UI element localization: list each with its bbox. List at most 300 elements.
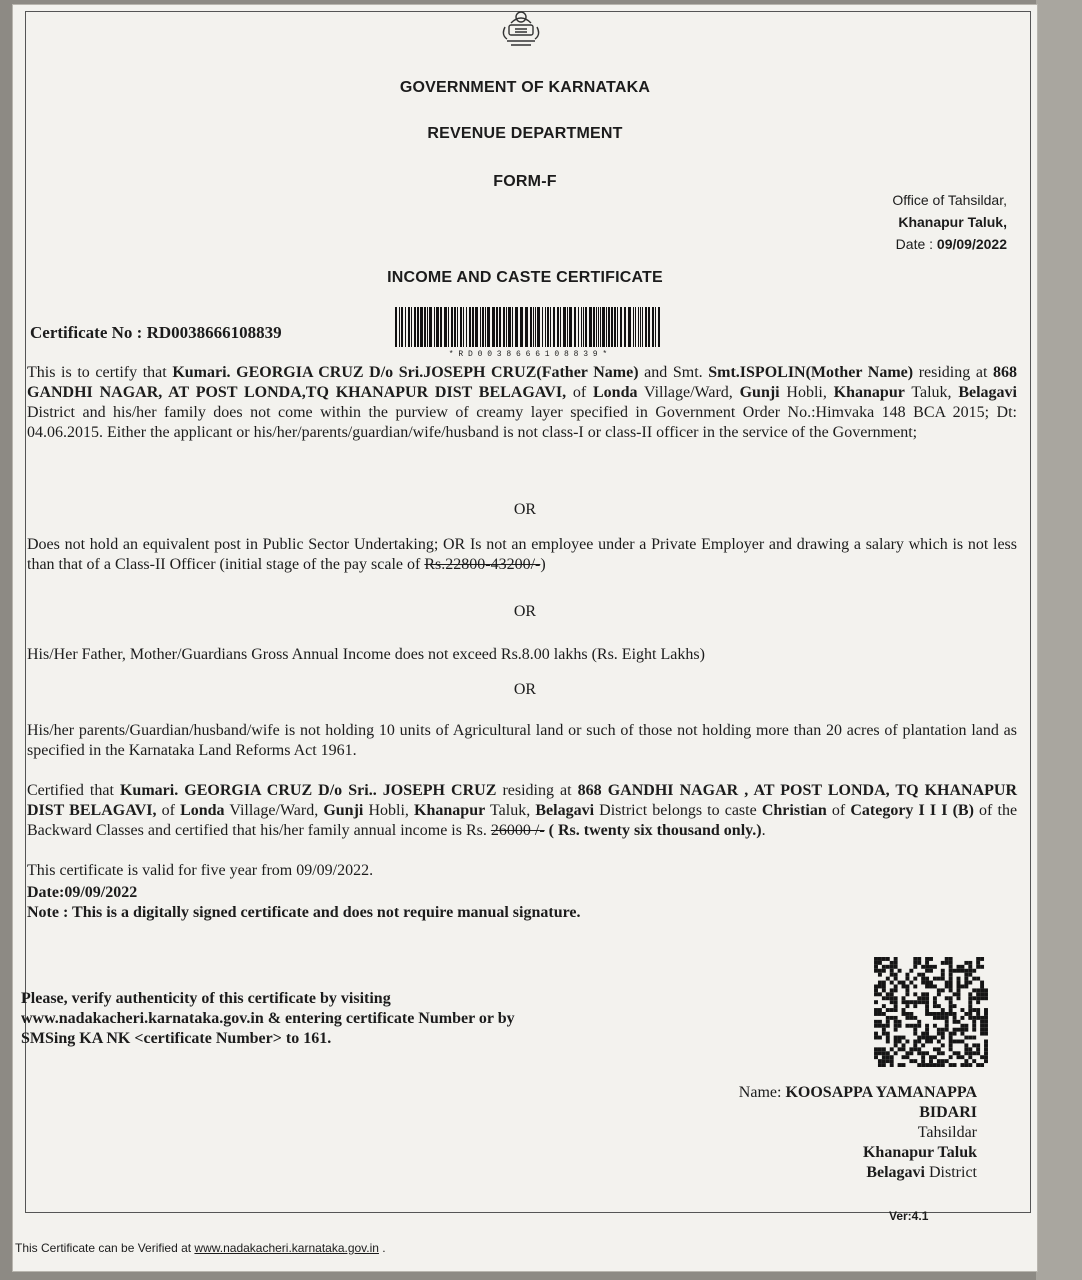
qr-cell bbox=[917, 973, 921, 977]
qr-cell bbox=[874, 988, 878, 992]
qr-cell bbox=[953, 1063, 957, 1067]
barcode-bar bbox=[600, 307, 601, 347]
barcode-bar bbox=[542, 307, 543, 347]
barcode-bar bbox=[550, 307, 551, 347]
qr-cell bbox=[968, 1063, 972, 1067]
qr-cell bbox=[968, 1055, 972, 1059]
qr-cell bbox=[878, 981, 882, 985]
qr-cell bbox=[913, 1047, 917, 1051]
office-block bbox=[879, 189, 1007, 255]
qr-cell bbox=[890, 992, 894, 996]
qr-cell bbox=[960, 965, 964, 969]
qr-cell bbox=[933, 965, 937, 969]
qr-cell bbox=[964, 969, 968, 973]
barcode-bar bbox=[557, 307, 559, 347]
qr-cell bbox=[953, 1016, 957, 1020]
barcode-bar bbox=[608, 307, 610, 347]
qr-cell bbox=[882, 981, 886, 985]
office-line-2: Khanapur Taluk, bbox=[898, 214, 1007, 230]
qr-cell bbox=[886, 1055, 890, 1059]
barcode-bar bbox=[640, 307, 641, 347]
qr-cell bbox=[949, 1012, 953, 1016]
barcode-bar bbox=[593, 307, 595, 347]
barcode-bar bbox=[560, 307, 561, 347]
qr-cell bbox=[949, 965, 953, 969]
qr-cell bbox=[945, 1016, 949, 1020]
barcode-bar bbox=[482, 307, 484, 347]
qr-cell bbox=[941, 1008, 945, 1012]
barcode-bar bbox=[633, 307, 634, 347]
qr-cell bbox=[949, 1040, 953, 1044]
qr-cell bbox=[941, 1016, 945, 1020]
barcode-bar bbox=[417, 307, 419, 347]
barcode-bar bbox=[611, 307, 613, 347]
qr-cell bbox=[968, 961, 972, 965]
qr-cell bbox=[902, 1000, 906, 1004]
qr-cell bbox=[972, 1008, 976, 1012]
certificate-page bbox=[12, 4, 1038, 1272]
qr-cell bbox=[890, 981, 894, 985]
qr-cell bbox=[929, 1063, 933, 1067]
qr-cell bbox=[913, 992, 917, 996]
or-separator-1: OR bbox=[513, 501, 537, 518]
qr-cell bbox=[960, 1063, 964, 1067]
qr-cell bbox=[941, 988, 945, 992]
qr-cell bbox=[960, 969, 964, 973]
qr-cell bbox=[972, 1016, 976, 1020]
barcode-bar bbox=[583, 307, 584, 347]
qr-cell bbox=[957, 985, 961, 989]
qr-cell bbox=[984, 1028, 988, 1032]
qr-cell bbox=[937, 988, 941, 992]
qr-cell bbox=[925, 1008, 929, 1012]
qr-cell bbox=[874, 969, 878, 973]
or-separator-2: OR bbox=[513, 603, 537, 620]
qr-cell bbox=[929, 969, 933, 973]
qr-cell bbox=[898, 981, 902, 985]
qr-cell bbox=[894, 988, 898, 992]
qr-cell bbox=[878, 1012, 882, 1016]
barcode-bar bbox=[395, 307, 397, 347]
qr-cell bbox=[917, 1040, 921, 1044]
qr-cell bbox=[949, 1032, 953, 1036]
qr-cell bbox=[949, 1063, 953, 1067]
qr-cell bbox=[964, 1051, 968, 1055]
qr-cell bbox=[909, 1012, 913, 1016]
qr-cell bbox=[976, 957, 980, 961]
qr-cell bbox=[921, 981, 925, 985]
qr-cell bbox=[925, 1051, 929, 1055]
qr-cell bbox=[964, 1063, 968, 1067]
qr-cell bbox=[913, 1032, 917, 1036]
qr-cell bbox=[882, 996, 886, 1000]
paragraph-creamy-layer: This is to certify that Kumari. GEORGIA CRUZ D/o Sri.JOSEPH CRUZ(Father Name) and Smt. Smt.ISPOLIN(Mother Name) residing at 868 GANDHI NAGAR, AT POST LONDA,TQ KHANAPUR DIST BELAGAVI, of Londa Village/Ward, Gunji Hobli, Khanapur Taluk, Belagavi District and his/her family does not come within the purview of creamy layer specified in Government Order No.:Himvaka 148 BCA 2015; Dt: 04.06.2015. Either the applicant or his/her/parents/guardian/wife/husband is not class-I or class-II officer in the service of the Government; bbox=[27, 364, 1018, 441]
qr-cell bbox=[937, 1028, 941, 1032]
qr-cell bbox=[984, 1059, 988, 1063]
qr-cell bbox=[913, 961, 917, 965]
qr-cell bbox=[913, 1000, 917, 1004]
qr-cell bbox=[902, 996, 906, 1000]
barcode-bar bbox=[492, 307, 495, 347]
caste-value: Christian bbox=[761, 802, 827, 819]
qr-cell bbox=[953, 1028, 957, 1032]
qr-cell bbox=[878, 969, 882, 973]
qr-cell bbox=[937, 1032, 941, 1036]
certificate-number: Certificate No : RD0038666108839 bbox=[30, 323, 282, 342]
qr-cell bbox=[917, 1051, 921, 1055]
barcode-bar bbox=[545, 307, 546, 347]
qr-cell bbox=[976, 1016, 980, 1020]
qr-cell bbox=[874, 992, 878, 996]
barcode-bar bbox=[469, 307, 471, 347]
barcode-bar bbox=[444, 307, 447, 347]
qr-cell bbox=[902, 985, 906, 989]
qr-cell bbox=[941, 961, 945, 965]
qr-cell bbox=[905, 1024, 909, 1028]
paragraph-land-holding: His/her parents/Guardian/husband/wife is not holding 10 units of Agricultural land or such of those not holding more than 20 acres of plantation land as specified in the Karnataka Land Reforms Act 1961. bbox=[27, 722, 1017, 759]
qr-cell bbox=[976, 1000, 980, 1004]
qr-cell bbox=[874, 961, 878, 965]
qr-cell bbox=[964, 1024, 968, 1028]
qr-cell bbox=[921, 1055, 925, 1059]
qr-cell bbox=[976, 1043, 980, 1047]
qr-cell bbox=[898, 969, 902, 973]
barcode-bar bbox=[652, 307, 654, 347]
qr-cell bbox=[925, 1004, 929, 1008]
qr-cell bbox=[933, 1063, 937, 1067]
barcode-bar bbox=[472, 307, 474, 347]
barcode-bar bbox=[414, 307, 416, 347]
qr-cell bbox=[894, 1040, 898, 1044]
barcode-bar bbox=[563, 307, 566, 347]
qr-cell bbox=[921, 1051, 925, 1055]
qr-cell bbox=[976, 988, 980, 992]
qr-cell bbox=[957, 992, 961, 996]
qr-cell bbox=[890, 961, 894, 965]
qr-cell bbox=[984, 1051, 988, 1055]
qr-cell bbox=[960, 1040, 964, 1044]
validity-line: This certificate is valid for five year from 09/09/2022. bbox=[27, 862, 374, 879]
qr-cell bbox=[909, 1024, 913, 1028]
qr-cell bbox=[964, 1028, 968, 1032]
qr-cell bbox=[972, 977, 976, 981]
qr-cell bbox=[886, 1032, 890, 1036]
qr-cell bbox=[933, 1047, 937, 1051]
barcode-bar bbox=[454, 307, 456, 347]
qr-cell bbox=[933, 1036, 937, 1040]
qr-cell bbox=[984, 1020, 988, 1024]
qr-cell bbox=[957, 965, 961, 969]
signatory-block bbox=[703, 1083, 977, 1183]
qr-cell bbox=[894, 965, 898, 969]
qr-cell bbox=[921, 996, 925, 1000]
barcode-bar bbox=[503, 307, 505, 347]
qr-cell bbox=[984, 1043, 988, 1047]
qr-cell bbox=[972, 996, 976, 1000]
qr-cell bbox=[984, 996, 988, 1000]
qr-cell bbox=[886, 1059, 890, 1063]
barcode-bar bbox=[451, 307, 453, 347]
qr-cell bbox=[874, 965, 878, 969]
qr-cell bbox=[968, 1008, 972, 1012]
qr-cell bbox=[984, 1012, 988, 1016]
qr-cell bbox=[980, 981, 984, 985]
qr-cell bbox=[949, 1047, 953, 1051]
qr-cell bbox=[925, 1032, 929, 1036]
qr-cell bbox=[957, 988, 961, 992]
qr-cell bbox=[886, 957, 890, 961]
qr-cell bbox=[925, 965, 929, 969]
qr-cell bbox=[937, 992, 941, 996]
qr-cell bbox=[882, 1051, 886, 1055]
qr-cell bbox=[878, 1008, 882, 1012]
qr-cell bbox=[937, 1063, 941, 1067]
qr-cell bbox=[894, 973, 898, 977]
barcode-bar bbox=[429, 307, 432, 347]
qr-cell bbox=[976, 1008, 980, 1012]
qr-cell bbox=[890, 996, 894, 1000]
qr-cell bbox=[894, 1024, 898, 1028]
qr-cell bbox=[933, 1012, 937, 1016]
qr-cell bbox=[957, 1051, 961, 1055]
qr-cell bbox=[905, 1051, 909, 1055]
barcode-bar bbox=[574, 307, 576, 347]
qr-cell bbox=[972, 1020, 976, 1024]
qr-cell bbox=[878, 1020, 882, 1024]
qr-cell bbox=[980, 1032, 984, 1036]
form-heading: FORM-F bbox=[493, 173, 557, 190]
qr-cell bbox=[898, 1063, 902, 1067]
barcode-bar bbox=[448, 307, 449, 347]
qr-cell bbox=[984, 988, 988, 992]
qr-cell bbox=[929, 1040, 933, 1044]
qr-cell bbox=[925, 1028, 929, 1032]
qr-cell bbox=[953, 992, 957, 996]
qr-cell bbox=[980, 1028, 984, 1032]
barcode-bar bbox=[405, 307, 406, 347]
qr-cell bbox=[968, 1000, 972, 1004]
qr-cell bbox=[968, 1051, 972, 1055]
qr-cell bbox=[878, 1036, 882, 1040]
qr-cell bbox=[894, 985, 898, 989]
qr-cell bbox=[878, 985, 882, 989]
barcode-bar bbox=[401, 307, 403, 347]
qr-cell bbox=[925, 969, 929, 973]
qr-cell bbox=[929, 981, 933, 985]
qr-cell bbox=[964, 985, 968, 989]
qr-cell bbox=[953, 1004, 957, 1008]
qr-cell bbox=[949, 1000, 953, 1004]
qr-cell bbox=[898, 1040, 902, 1044]
department-heading: REVENUE DEPARTMENT bbox=[427, 125, 623, 142]
qr-cell bbox=[913, 1004, 917, 1008]
qr-cell bbox=[949, 957, 953, 961]
certificate-title: INCOME AND CASTE CERTIFICATE bbox=[387, 269, 663, 286]
qr-cell bbox=[878, 1063, 882, 1067]
qr-cell bbox=[886, 1040, 890, 1044]
qr-cell bbox=[882, 1032, 886, 1036]
qr-cell bbox=[957, 1028, 961, 1032]
qr-cell bbox=[941, 1032, 945, 1036]
qr-cell bbox=[957, 1020, 961, 1024]
qr-cell bbox=[874, 1032, 878, 1036]
qr-cell bbox=[886, 1036, 890, 1040]
qr-cell bbox=[964, 973, 968, 977]
qr-cell bbox=[909, 969, 913, 973]
barcode-bar bbox=[617, 307, 618, 347]
qr-cell bbox=[953, 1032, 957, 1036]
barcode-bar bbox=[569, 307, 572, 347]
signatory-designation: Tahsildar bbox=[917, 1124, 977, 1141]
qr-cell bbox=[925, 996, 929, 1000]
barcode-bar bbox=[485, 307, 486, 347]
barcode-bar bbox=[424, 307, 426, 347]
qr-cell bbox=[968, 1036, 972, 1040]
qr-cell bbox=[886, 965, 890, 969]
qr-cell bbox=[894, 1000, 898, 1004]
qr-cell bbox=[957, 977, 961, 981]
qr-cell bbox=[913, 985, 917, 989]
qr-cell bbox=[972, 1059, 976, 1063]
qr-cell bbox=[882, 957, 886, 961]
qr-cell bbox=[976, 965, 980, 969]
paragraph-caste-certification: Certified that Kumari. GEORGIA CRUZ D/o Sri.. JOSEPH CRUZ residing at 868 GANDHI NAGAR , AT POST LONDA, TQ KHANAPUR DIST BELAGAVI, of Londa Village/Ward, Gunji Hobli, Khanapur Taluk, Belagavi District belongs to caste Christian of Category I I I (B) of the Backward Classes and certified that his/her family annual income is Rs. 26000 /- ( Rs. twenty six thousand only.). bbox=[27, 782, 1018, 839]
qr-cell bbox=[929, 1012, 933, 1016]
qr-cell bbox=[949, 973, 953, 977]
qr-cell bbox=[921, 1032, 925, 1036]
qr-cell bbox=[972, 988, 976, 992]
barcode-bar bbox=[506, 307, 507, 347]
qr-cell bbox=[882, 1059, 886, 1063]
qr-cell bbox=[874, 1024, 878, 1028]
barcode-bar bbox=[411, 307, 412, 347]
qr-cell bbox=[980, 957, 984, 961]
qr-cell bbox=[960, 1008, 964, 1012]
barcode-bar bbox=[525, 307, 528, 347]
barcode-bar bbox=[460, 307, 462, 347]
qr-cell bbox=[886, 977, 890, 981]
barcode-bar bbox=[533, 307, 534, 347]
verification-link[interactable]: www.nadakacheri.karnataka.gov.in bbox=[194, 1241, 379, 1255]
barcode-text: * R D 0 0 3 8 6 6 6 1 0 8 8 3 9 * bbox=[448, 350, 608, 359]
qr-cell bbox=[960, 985, 964, 989]
mother-name: Smt.ISPOLIN(Mother Name) bbox=[708, 364, 914, 381]
qr-cell bbox=[937, 1004, 941, 1008]
qr-cell bbox=[874, 1020, 878, 1024]
qr-cell bbox=[968, 996, 972, 1000]
office-date-value: 09/09/2022 bbox=[936, 236, 1007, 252]
qr-cell bbox=[933, 1000, 937, 1004]
qr-cell bbox=[886, 1051, 890, 1055]
barcode-bar bbox=[638, 307, 639, 347]
qr-cell bbox=[976, 996, 980, 1000]
qr-cell bbox=[882, 988, 886, 992]
qr-cell bbox=[953, 1051, 957, 1055]
qr-cell bbox=[980, 965, 984, 969]
residence-address-2: 868 GANDHI NAGAR , AT POST LONDA, TQ KHANAPUR DIST BELAGAVI, bbox=[27, 782, 1018, 819]
qr-cell bbox=[953, 1012, 957, 1016]
qr-cell bbox=[921, 992, 925, 996]
barcode-bar bbox=[645, 307, 647, 347]
qr-cell bbox=[894, 1051, 898, 1055]
barcode-bar bbox=[520, 307, 523, 347]
qr-cell bbox=[968, 973, 972, 977]
qr-cell bbox=[890, 1016, 894, 1020]
qr-cell bbox=[960, 1032, 964, 1036]
qr-cell bbox=[945, 1028, 949, 1032]
qr-cell bbox=[921, 973, 925, 977]
barcode-bar bbox=[658, 307, 660, 347]
qr-cell bbox=[886, 996, 890, 1000]
qr-cell bbox=[878, 1024, 882, 1028]
barcode-bar bbox=[408, 307, 410, 347]
qr-cell bbox=[902, 1008, 906, 1012]
qr-cell bbox=[949, 985, 953, 989]
qr-cell bbox=[976, 1063, 980, 1067]
barcode-bar bbox=[602, 307, 605, 347]
qr-cell bbox=[921, 1043, 925, 1047]
qr-cell bbox=[917, 957, 921, 961]
qr-cell bbox=[937, 977, 941, 981]
qr-cell bbox=[925, 1040, 929, 1044]
barcode-bar bbox=[606, 307, 607, 347]
qr-cell bbox=[980, 988, 984, 992]
qr-cell bbox=[917, 1020, 921, 1024]
qr-cell bbox=[890, 988, 894, 992]
qr-cell bbox=[933, 1004, 937, 1008]
income-in-words: ( Rs. twenty six thousand only.) bbox=[548, 822, 762, 839]
qr-cell bbox=[890, 1008, 894, 1012]
category-value: Category I I I (B) bbox=[850, 802, 974, 819]
qr-cell bbox=[921, 1000, 925, 1004]
qr-cell bbox=[902, 1012, 906, 1016]
qr-cell bbox=[917, 1063, 921, 1067]
qr-cell bbox=[878, 957, 882, 961]
barcode-bar bbox=[648, 307, 650, 347]
qr-cell bbox=[980, 1020, 984, 1024]
barcode-bar bbox=[620, 307, 622, 347]
qr-cell bbox=[894, 977, 898, 981]
barcode-bar bbox=[466, 307, 467, 347]
qr-cell bbox=[925, 957, 929, 961]
applicant-name: Kumari. GEORGIA CRUZ D/o Sri.JOSEPH CRUZ(Father Name) bbox=[172, 364, 639, 381]
qr-cell bbox=[905, 1055, 909, 1059]
qr-cell bbox=[905, 985, 909, 989]
qr-cell bbox=[929, 985, 933, 989]
qr-cell bbox=[917, 1036, 921, 1040]
qr-cell bbox=[894, 961, 898, 965]
qr-cell bbox=[941, 1012, 945, 1016]
qr-cell bbox=[953, 1040, 957, 1044]
qr-cell bbox=[933, 977, 937, 981]
qr-cell bbox=[984, 1040, 988, 1044]
qr-cell bbox=[949, 1043, 953, 1047]
qr-cell bbox=[921, 977, 925, 981]
qr-cell bbox=[894, 1008, 898, 1012]
qr-cell bbox=[878, 961, 882, 965]
qr-cell bbox=[933, 1016, 937, 1020]
qr-cell bbox=[937, 1059, 941, 1063]
office-line-1: Office of Tahsildar, bbox=[892, 192, 1007, 208]
or-separator-3: OR bbox=[513, 681, 537, 698]
qr-cell bbox=[984, 1016, 988, 1020]
qr-cell bbox=[898, 1036, 902, 1040]
qr-cell bbox=[890, 965, 894, 969]
pay-scale: Rs.22800-43200/- bbox=[424, 556, 541, 573]
qr-cell bbox=[980, 1024, 984, 1028]
qr-cell bbox=[890, 1047, 894, 1051]
qr-cell bbox=[984, 1047, 988, 1051]
